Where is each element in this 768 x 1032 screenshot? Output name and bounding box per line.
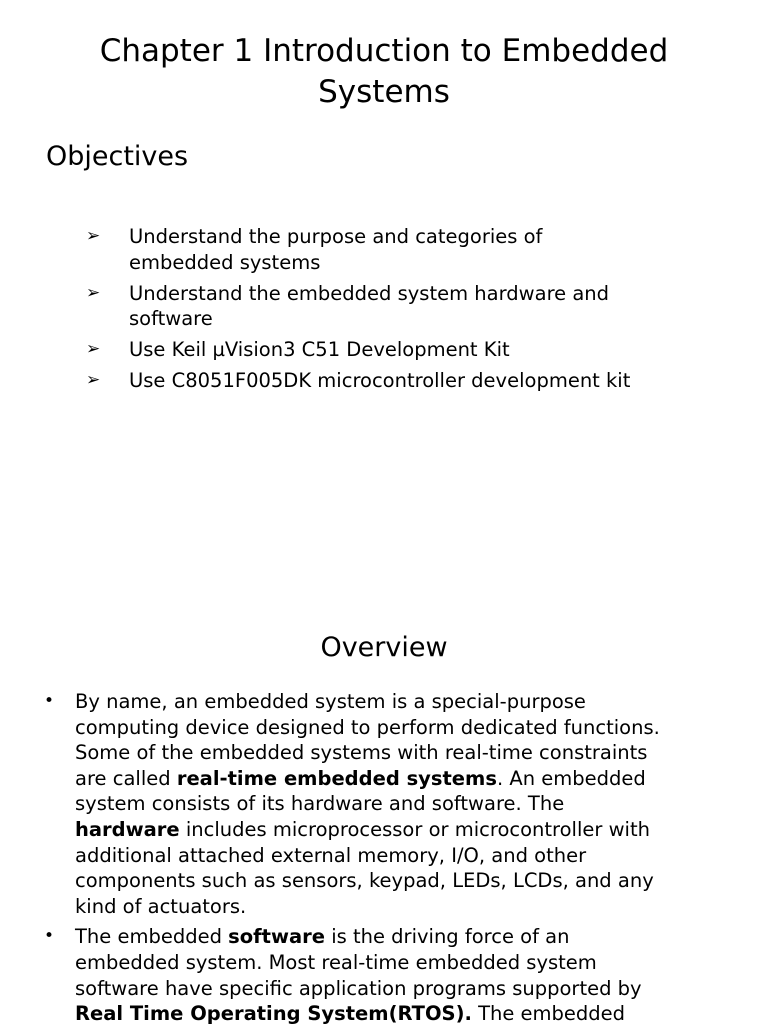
text-run: . An embedded <box>496 766 646 790</box>
text-run: are called <box>75 766 177 790</box>
arrow-bullet-icon: ➢ <box>86 282 101 303</box>
objective-item <box>0 368 768 394</box>
arrow-bullet-icon: ➢ <box>86 339 101 359</box>
text-run: is the driving force of an <box>325 925 570 949</box>
paragraph-line: computing device designed to perform dedicated functions. <box>75 715 660 739</box>
chapter-title <box>0 31 768 113</box>
objectives-list <box>0 224 768 399</box>
objective-text-line: embedded systems <box>129 250 321 274</box>
objective-item <box>0 224 768 275</box>
objective-text-line: Use Keil µVision3 C51 Development Kit <box>129 338 510 361</box>
paragraph-line: kind of actuators. <box>75 894 247 918</box>
bold-term-hardware: hardware <box>75 817 180 841</box>
overview-heading: Overview <box>320 632 448 663</box>
paragraph-line: system consists of its hardware and software. The <box>75 792 565 816</box>
overview-paragraph-2 <box>0 924 768 1026</box>
overview-paragraph-1 <box>0 689 768 919</box>
paragraph-line: components such as sensors, keypad, LEDs, LCDs, and any <box>75 869 654 893</box>
text-run: includes microprocessor or microcontroller with <box>179 817 650 841</box>
paragraph-line: additional attached external memory, I/O, and other <box>75 843 587 867</box>
paragraph-line: Some of the embedded systems with real-time constraints <box>75 741 648 765</box>
paragraph-line: By name, an embedded system is a special-purpose <box>75 690 586 713</box>
paragraph-line <box>75 817 768 843</box>
bullet-dot-icon: • <box>44 926 55 947</box>
objective-item <box>0 337 768 363</box>
objective-text-line: Understand the purpose and categories of <box>129 225 543 248</box>
arrow-bullet-icon: ➢ <box>86 370 101 390</box>
text-run: The embedded <box>471 1002 626 1026</box>
arrow-bullet-icon: ➢ <box>86 226 101 246</box>
paragraph-line <box>75 924 768 950</box>
bold-term-rtos: Real Time Operating System(RTOS). <box>75 1002 472 1026</box>
objective-text-line: software <box>129 307 213 330</box>
chapter-title-line-1: Chapter 1 Introduction to Embedded <box>99 33 669 69</box>
objective-text-line: Use C8051F005DK microcontroller development kit <box>129 369 631 392</box>
text-run: The embedded <box>75 925 229 949</box>
objective-item <box>0 281 768 332</box>
paragraph-line <box>75 1001 768 1027</box>
overview-list <box>0 689 768 1032</box>
objective-text-line: Understand the embedded system hardware and <box>129 281 610 305</box>
paragraph-line: software have specific application programs supported by <box>75 976 642 1000</box>
paragraph-line: embedded system. Most real-time embedded system <box>75 950 597 974</box>
paragraph-line <box>75 766 768 792</box>
chapter-title-line-2: Systems <box>318 74 450 110</box>
bold-term-software: software <box>228 925 325 949</box>
bullet-dot-icon: • <box>44 691 55 711</box>
objectives-heading: Objectives <box>46 141 189 172</box>
bold-term-real-time-embedded-systems: real-time embedded systems <box>176 766 497 790</box>
